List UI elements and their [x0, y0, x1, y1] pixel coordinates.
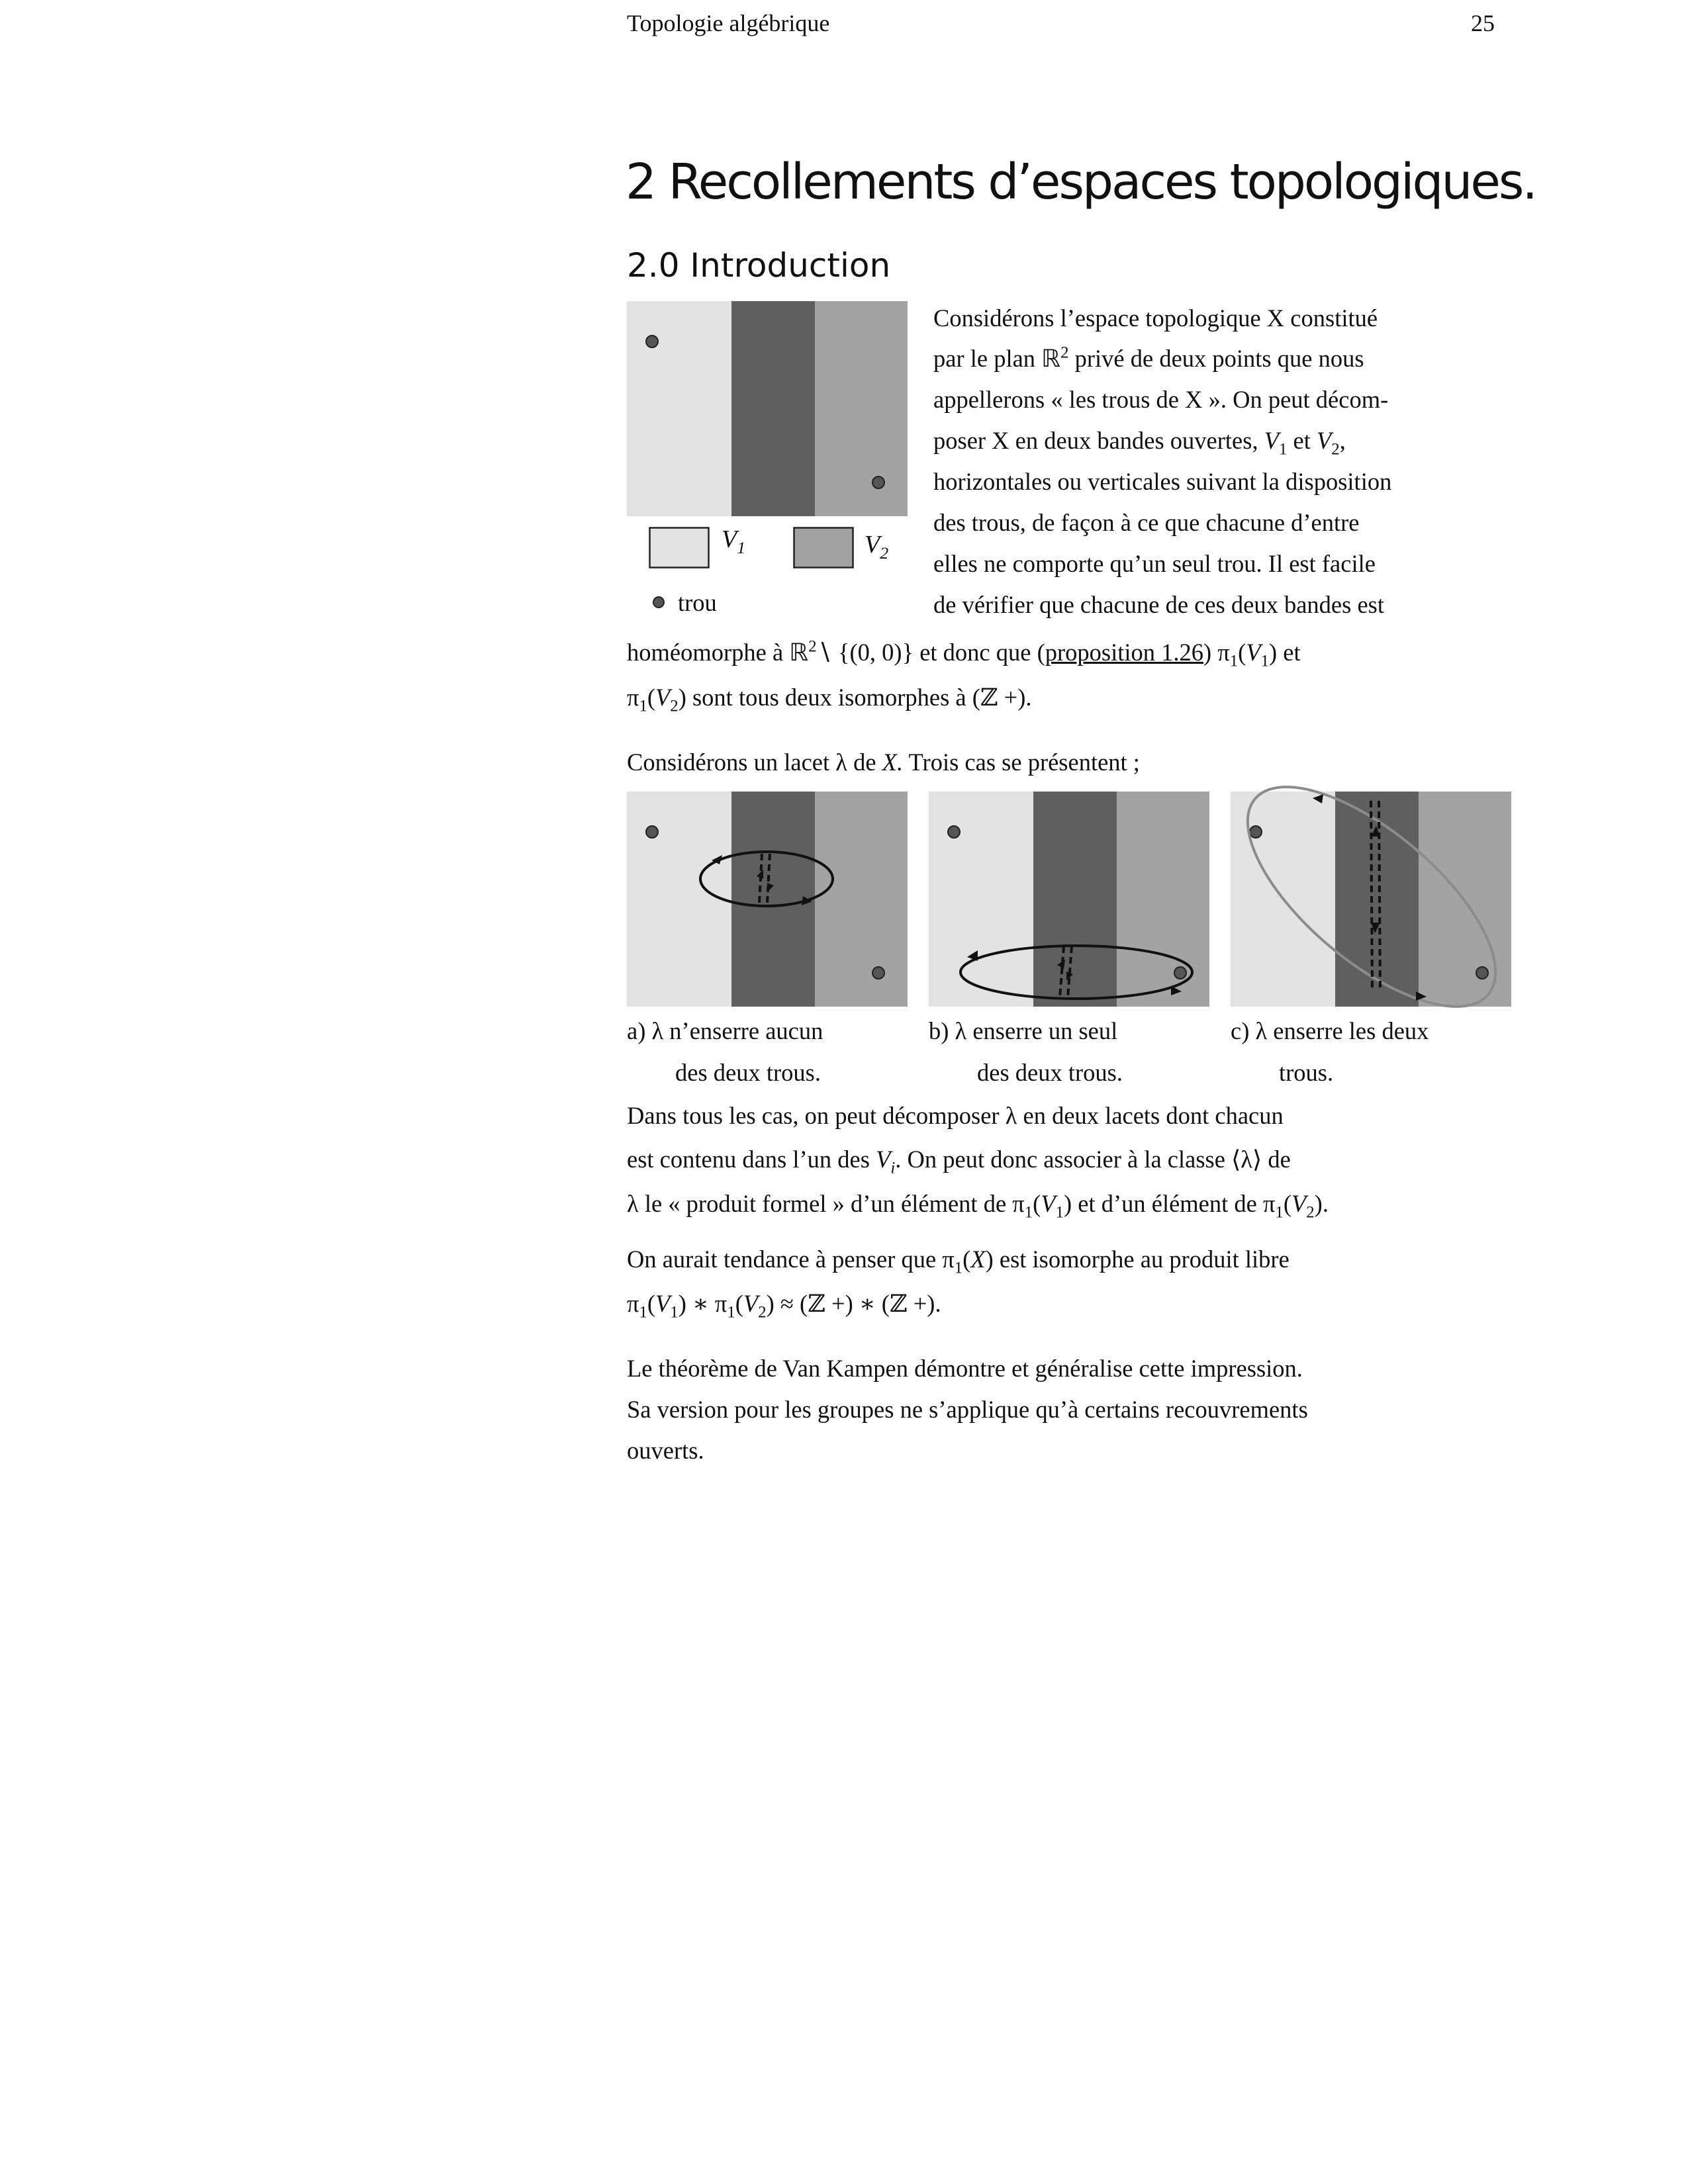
section-title: 2.0 Introduction — [627, 246, 891, 285]
intro-line-7: elles ne comporte qu’un seul trou. Il est facile — [933, 550, 1376, 577]
body-line-8: ouverts. — [627, 1437, 704, 1464]
figure-a-loop-no-hole — [627, 792, 908, 1007]
running-header-title: Topologie algébrique — [627, 10, 830, 36]
caption-c-line-1: c) λ enserre les deux — [1231, 1017, 1429, 1044]
caption-b-line-2: des deux trous. — [977, 1059, 1123, 1086]
body-line-4: On aurait tendance à penser que $\pi_1(X)$ est isomorphe au produit libre — [627, 1246, 1289, 1277]
intro-line-10: $\pi_1(V_2)$ sont tous deux isomorphes à (ℤ +). — [627, 684, 1032, 715]
figure-c-loop-both-holes — [1231, 792, 1511, 1007]
body-line-7: Sa version pour les groupes ne s’applique qu’à certains recouvrements — [627, 1396, 1308, 1423]
hole-upper — [646, 336, 658, 347]
lacet-intro-line: Considérons un lacet λ de X. Trois cas se présentent ; — [627, 749, 1140, 776]
legend-hole-dot — [652, 596, 665, 609]
caption-c-line-2: trous. — [1279, 1059, 1334, 1086]
band-v2-mid — [815, 301, 908, 516]
body-line-3: λ le « produit formel » d’un élément de $\pi_1(V_1)$ et d’un élément de $\pi_1(V_2)$. — [627, 1190, 1329, 1222]
legend-label-v1: $V_1$ — [722, 525, 746, 558]
caption-b-line-1: b) λ enserre un seul — [929, 1017, 1118, 1044]
legend-swatch-v2 — [793, 527, 854, 569]
body-line-1: Dans tous les cas, on peut décomposer λ en deux lacets dont chacun — [627, 1102, 1284, 1129]
caption-a-line-1: a) λ n’enserre aucun — [627, 1017, 823, 1044]
legend-label-v2: $V_2$ — [865, 531, 889, 563]
band-overlap-dark — [731, 301, 815, 516]
page-number: 25 — [1471, 10, 1495, 36]
chapter-title: 2 Recollements d’espaces topologiques. — [626, 154, 1536, 210]
intro-line-4: poser X en deux bandes ouvertes, $V_1$ et $V_2$, — [933, 427, 1346, 459]
hole-lower — [872, 477, 884, 488]
body-line-2: est contenu dans l’un des $V_i$. On peut donc associer à la classe ⟨λ⟩ de — [627, 1146, 1291, 1177]
intro-line-1: Considérons l’espace topologique X constitué — [933, 304, 1378, 332]
legend-swatch-v1 — [649, 527, 710, 569]
body-line-5-formula: $\pi_1(V_1)$ ∗ $\pi_1(V_2)$ ≈ (ℤ +) ∗ (ℤ +). — [627, 1290, 941, 1322]
bands-figure — [627, 301, 908, 516]
intro-line-6: des trous, de façon à ce que chacune d’entre — [933, 509, 1360, 536]
caption-a-line-2: des deux trous. — [675, 1059, 821, 1086]
figure-b-loop-one-hole — [929, 792, 1209, 1007]
band-v1-light — [627, 301, 731, 516]
intro-line-5: horizontales ou verticales suivant la disposition — [933, 468, 1392, 495]
intro-line-3: appellerons « les trous de X ». On peut décom- — [933, 386, 1389, 413]
intro-line-8: de vérifier que chacune de ces deux bandes est — [933, 591, 1385, 618]
intro-line-9: homéomorphe à ℝ$^2$∖ {(0, 0)} et donc que (proposition 1.26) $\pi_1(V_1)$ et — [627, 637, 1301, 670]
intro-line-2: par le plan ℝ$^2$ privé de deux points que nous — [933, 343, 1364, 373]
legend-label-hole: trou — [678, 589, 717, 616]
proposition-link[interactable]: proposition 1.26 — [1045, 639, 1204, 666]
body-line-6: Le théorème de Van Kampen démontre et généralise cette impression. — [627, 1355, 1303, 1382]
